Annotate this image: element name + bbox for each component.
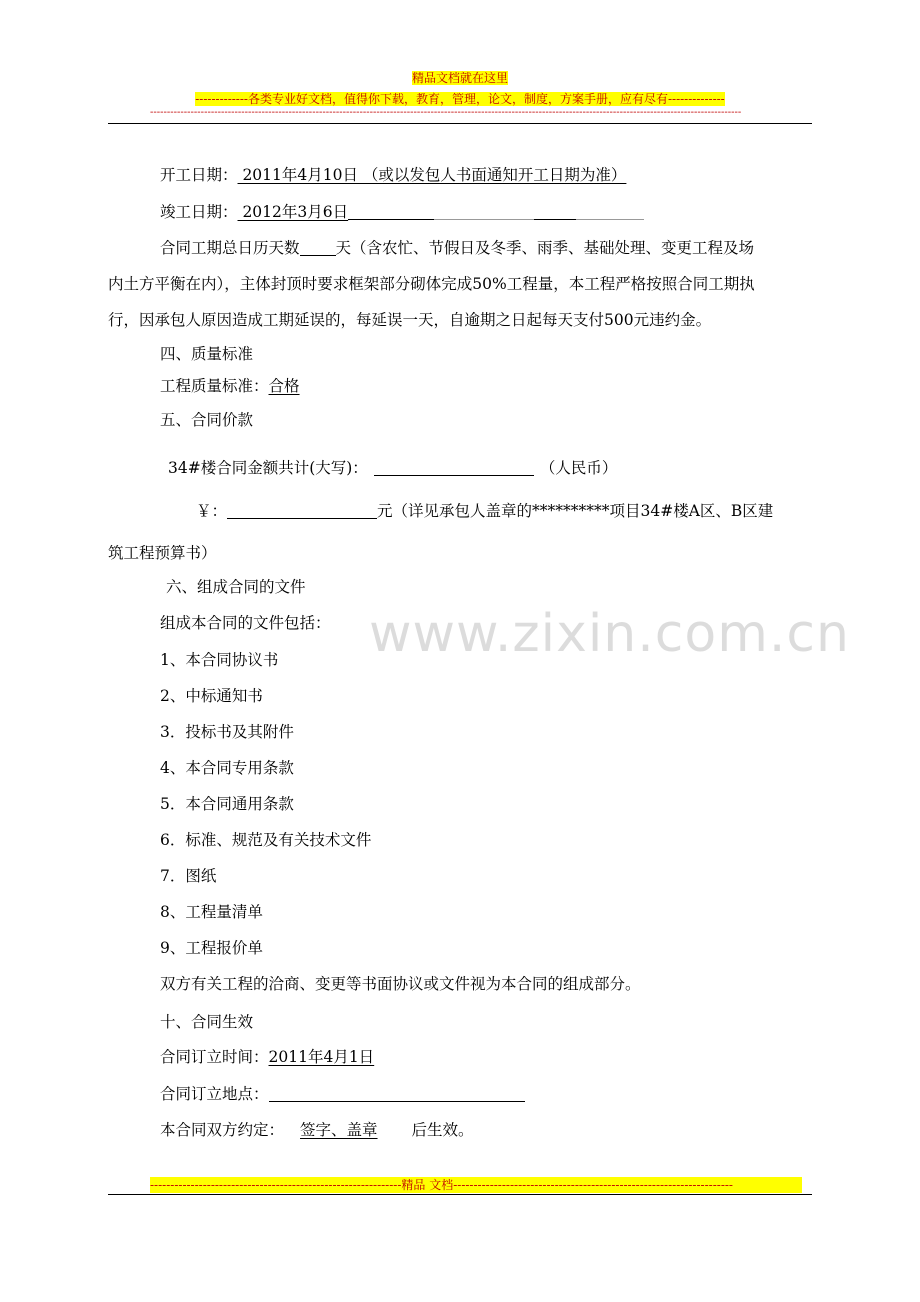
effect-agree-suffix: 后生效。 <box>411 1121 474 1139</box>
end-date-blank-3 <box>534 203 576 220</box>
effect-place-blank <box>269 1085 525 1102</box>
document-item: 5．本合同通用条款 <box>160 795 294 813</box>
quality-line <box>160 376 300 396</box>
start-date-value: 2011年4月10日 （或以发包人书面通知开工日期为准） <box>237 166 627 184</box>
header-dash-line: ------------------------------------------------------------------------------------------------------------------------------------------------------------------------------- <box>150 107 742 118</box>
quality-heading: 四、质量标准 <box>160 345 254 363</box>
price-heading: 五、合同价款 <box>160 411 254 429</box>
amount-label: 34#楼合同金额共计(大写)： <box>168 459 368 477</box>
amount-suffix: （人民币） <box>539 459 618 477</box>
header-title-wrap <box>0 67 920 86</box>
duration-line-2: 内土方平衡在内），主体封顶时要求框架部分砌体完成50%工程量，本工程严格按照合同工期执 <box>108 275 755 293</box>
effect-heading: 十、合同生效 <box>160 1013 254 1031</box>
amount-blank <box>374 459 534 476</box>
footer-banner-wrap <box>150 1177 802 1193</box>
effect-agree-line <box>160 1120 474 1140</box>
effect-agree-label: 本合同双方约定： <box>160 1121 285 1139</box>
yen-line <box>196 501 773 521</box>
duration-suffix: 天（含农忙、节假日及冬季、雨季、基础处理、变更工程及场 <box>335 239 755 257</box>
quality-value: 合格 <box>268 377 300 395</box>
yen-line-2: 筑工程预算书） <box>108 544 217 562</box>
header-banner-wrap <box>0 88 920 107</box>
documents-intro: 组成本合同的文件包括： <box>160 614 331 632</box>
duration-line-3: 行，因承包人原因造成工期延误的，每延误一天，自逾期之日起每天支付500元违约金。 <box>108 311 712 329</box>
effect-date-line <box>160 1047 374 1067</box>
header-rule <box>108 123 812 124</box>
duration-blank <box>300 239 336 256</box>
yen-suffix: 元（详见承包人盖章的**********项目34#楼A区、B区建 <box>377 502 774 520</box>
document-item: 8、工程量清单 <box>160 903 263 921</box>
amount-line <box>168 458 617 478</box>
header-title: 精品文档就在这里 <box>411 71 508 85</box>
yen-label: ￥： <box>196 502 228 520</box>
footer-rule <box>108 1194 812 1195</box>
end-date-line <box>160 202 644 222</box>
quality-label: 工程质量标准： <box>160 377 269 395</box>
documents-heading: 六、组成合同的文件 <box>166 578 306 596</box>
effect-date-label: 合同订立时间： <box>160 1048 269 1066</box>
duration-prefix: 合同工期总日历天数 <box>160 239 300 257</box>
documents-closing: 双方有关工程的洽商、变更等书面协议或文件视为本合同的组成部分。 <box>160 975 641 993</box>
watermark: www.zixin.com.cn <box>369 604 850 664</box>
document-item: 2、中标通知书 <box>160 687 263 705</box>
end-date-blank-2 <box>434 203 534 220</box>
document-item: 9、工程报价单 <box>160 939 263 957</box>
end-date-blank <box>348 203 434 220</box>
effect-date-value: 2011年4月1日 <box>268 1048 375 1066</box>
document-item: 1、本合同协议书 <box>160 651 279 669</box>
effect-place-label: 合同订立地点： <box>160 1085 269 1103</box>
document-item: 6．标准、规范及有关技术文件 <box>160 831 372 849</box>
end-date-value: 2012年3月6日 <box>237 203 349 221</box>
effect-place-line <box>160 1084 525 1104</box>
end-date-blank-4 <box>576 203 644 220</box>
document-item: 4、本合同专用条款 <box>160 759 294 777</box>
yen-blank <box>227 502 377 519</box>
document-item: 7．图纸 <box>160 867 217 885</box>
start-date-line <box>160 165 630 185</box>
start-date-label: 开工日期： <box>160 166 238 184</box>
effect-agree-value: 签字、盖章 <box>300 1121 378 1139</box>
footer-banner: --------------------------------------------------------------精品 文档--------------------------------------------------------------------- <box>150 1177 802 1193</box>
end-date-label: 竣工日期： <box>160 203 238 221</box>
duration-line-1 <box>160 238 754 258</box>
header-banner: -------------各类专业好文档，值得你下载，教育，管理，论文，制度，方案手册，应有尽有-------------- <box>195 92 725 106</box>
document-item: 3．投标书及其附件 <box>160 723 294 741</box>
